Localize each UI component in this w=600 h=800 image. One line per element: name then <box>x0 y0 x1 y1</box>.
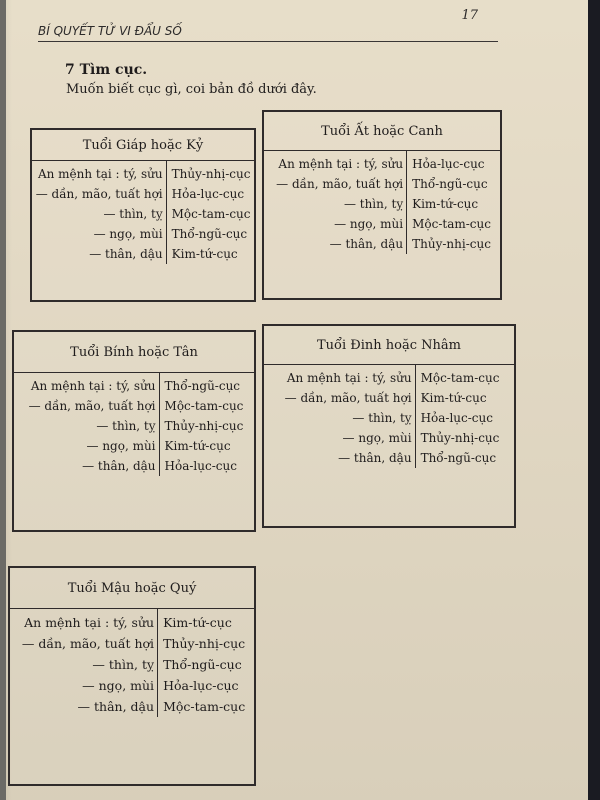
row-label: — ngọ, mùi <box>10 675 158 696</box>
section-title: 7 Tìm cục. <box>65 62 148 78</box>
row-label: — ngọ, mùi <box>264 428 415 448</box>
table-row <box>264 428 514 448</box>
row-label: — dần, mão, tuất hợi <box>14 396 159 416</box>
table-dinh-nham <box>262 324 516 528</box>
table-body <box>14 373 254 476</box>
table-row <box>14 456 254 476</box>
table-body <box>32 161 254 264</box>
row-label: — dần, mão, tuất hợi <box>10 633 158 654</box>
row-value: Hỏa-lục-cục <box>171 187 245 201</box>
row-label: An mệnh tại : tý, sửu <box>32 161 166 184</box>
table-row <box>264 214 500 234</box>
row-value: Thủy-nhị-cục <box>163 636 246 651</box>
row-value: Kim-tứ-cục <box>164 439 231 453</box>
row-label: An mệnh tại : tý, sửu <box>10 609 158 633</box>
table-body <box>264 365 514 468</box>
page-number: 17 <box>461 8 478 23</box>
row-label: An mệnh tại : tý, sửu <box>264 365 415 388</box>
row-value: Thổ-ngũ-cục <box>420 451 497 465</box>
row-label: — dần, mão, tuất hợi <box>264 174 407 194</box>
row-label: — ngọ, mùi <box>264 214 407 234</box>
row-value: Kim-tứ-cục <box>412 197 479 211</box>
row-value: Thủy-nhị-cục <box>420 431 500 445</box>
row-value: Kim-tứ-cục <box>163 615 232 630</box>
row-label: — thìn, tỵ <box>32 204 166 224</box>
row-label: — thìn, tỵ <box>264 408 415 428</box>
row-value: Mộc-tam-cục <box>412 217 491 231</box>
table-row <box>264 174 500 194</box>
row-value: Thổ-ngũ-cục <box>163 657 242 672</box>
table-row <box>10 696 254 717</box>
table-row <box>14 436 254 456</box>
table-at-canh <box>262 110 502 300</box>
row-label: An mệnh tại : tý, sửu <box>14 373 159 396</box>
row-label: — thìn, tỵ <box>10 654 158 675</box>
table-title: Tuổi Bính hoặc Tân <box>14 332 254 373</box>
table-row <box>14 373 254 396</box>
row-value: Hỏa-lục-cục <box>420 411 493 425</box>
table-row <box>264 194 500 214</box>
table-row <box>264 151 500 174</box>
row-value: Mộc-tam-cục <box>163 699 246 714</box>
row-value: Kim-tứ-cục <box>420 391 487 405</box>
table-row <box>264 448 514 468</box>
row-value: Mộc-tam-cục <box>420 371 500 385</box>
table-row <box>32 244 254 264</box>
table-row <box>10 654 254 675</box>
table-binh-tan <box>12 330 256 532</box>
table-body <box>10 609 254 717</box>
row-label: — ngọ, mùi <box>14 436 159 456</box>
table-row <box>32 204 254 224</box>
row-label: — dần, mão, tuất hợi <box>264 388 415 408</box>
row-label: — thân, dậu <box>264 448 415 468</box>
row-value: Thổ-ngũ-cục <box>171 227 248 241</box>
row-value: Thủy-nhị-cục <box>171 167 251 181</box>
table-row <box>10 609 254 633</box>
row-label: — thân, dậu <box>264 234 407 254</box>
row-label: — dần, mão, tuất hợi <box>32 184 166 204</box>
row-value: Hỏa-lục-cục <box>164 459 237 473</box>
row-label: — thìn, tỵ <box>264 194 407 214</box>
table-title: Tuổi Đinh hoặc Nhâm <box>264 326 514 365</box>
row-label: — thìn, tỵ <box>14 416 159 436</box>
table-row <box>32 161 254 184</box>
row-label: — ngọ, mùi <box>32 224 166 244</box>
table-title: Tuổi Ất hoặc Canh <box>264 112 500 151</box>
table-row <box>32 184 254 204</box>
table-title: Tuổi Giáp hoặc Kỷ <box>32 130 254 161</box>
row-label: — thân, dậu <box>10 696 158 717</box>
table-row <box>264 234 500 254</box>
table-row <box>264 365 514 388</box>
row-label: An mệnh tại : tý, sửu <box>264 151 407 174</box>
row-value: Thủy-nhị-cục <box>164 419 244 433</box>
table-mau-quy <box>8 566 256 786</box>
table-row <box>10 675 254 696</box>
row-value: Hỏa-lục-cục <box>412 157 485 171</box>
table-row <box>14 416 254 436</box>
table-row <box>14 396 254 416</box>
row-label: — thân, dậu <box>32 244 166 264</box>
table-body <box>264 151 500 254</box>
row-value: Thổ-ngũ-cục <box>164 379 241 393</box>
row-value: Mộc-tam-cục <box>164 399 244 413</box>
row-label: — thân, dậu <box>14 456 159 476</box>
table-row <box>32 224 254 244</box>
row-value: Kim-tứ-cục <box>171 247 238 261</box>
table-title: Tuổi Mậu hoặc Quý <box>10 568 254 609</box>
page-spine <box>0 0 6 800</box>
row-value: Thủy-nhị-cục <box>412 237 491 251</box>
table-row <box>10 633 254 654</box>
row-value: Mộc-tam-cục <box>171 207 251 221</box>
table-row <box>264 388 514 408</box>
section-intro: Muốn biết cục gì, coi bản đồ dưới đây. <box>66 82 317 97</box>
table-row <box>264 408 514 428</box>
row-value: Thổ-ngũ-cục <box>412 177 488 191</box>
table-giap-ky <box>30 128 256 302</box>
running-header: BÍ QUYẾT TỬ VI ĐẨU SỐ <box>38 24 498 42</box>
row-value: Hỏa-lục-cục <box>163 678 239 693</box>
